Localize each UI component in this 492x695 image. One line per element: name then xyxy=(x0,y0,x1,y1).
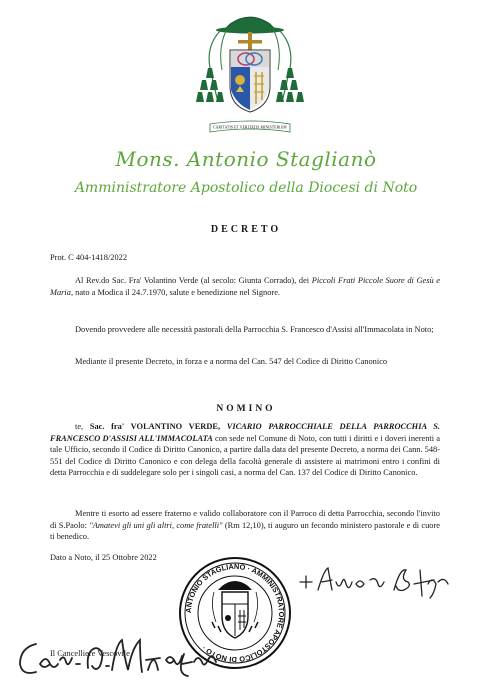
authority-paragraph: Mediante il presente Decreto, in forza e a norma del Can. 547 del Codice di Diritto Canonico xyxy=(75,357,388,366)
premise-paragraph: Dovendo provvedere alle necessità pastorali della Parrocchia S. Francesco d'Assisi all'Immacolata in Noto; xyxy=(75,325,434,334)
decree-title: DECRETO xyxy=(210,224,282,235)
chancellor-signature xyxy=(16,630,222,686)
order-name: Piccoli Frati Piccole Suore di Gesù e Maria xyxy=(50,276,440,297)
appointee-name: Sac. fra' VOLANTINO VERDE, xyxy=(89,422,221,431)
bishop-role: Amministratore Apostolico della Diocesi di Noto xyxy=(74,180,418,196)
appointment-paragraph: te, Sac. fra' VOLANTINO VERDE, VICARIO PARROCCHIALE DELLA PARROCCHIA S. FRANCESCO D'ASSISI ALL'IMMACOLATA con sede nel Comune di Noto, con tutti i diritti e i doveri inerenti a tale Ufficio, secondo il Codice di Diritto Canonico, a partire dalla data del presente Decreto, a norma dei Cann. 548-551 del Codice di Diritto Canonico e con delega della facoltà generale di assistere ai matrimoni entro i confini di detta Parrocchia e di suddelegare solo per i singoli casi, a norma del Can. 137 del Codice di Diritto Canonico. xyxy=(50,422,440,478)
greeting-paragraph: Al Rev.do Sac. Fra' Volantino Verde (al secolo: Giunta Corrado), dei Piccoli Frati Piccole Suore di Gesù e Maria, nato a Modica il 24.7.1970, salute e benedizione nel Signore. xyxy=(50,276,440,297)
scripture-quote: "Amatevi gli uni gli altri, come fratelli" xyxy=(89,520,223,530)
date-line: Dato a Noto, il 25 Ottobre 2022 xyxy=(50,553,157,562)
coat-of-arms xyxy=(196,6,304,144)
nomino-heading: NOMINO xyxy=(216,404,276,414)
bishop-signature xyxy=(296,560,456,604)
protocol-number: Prot. C 404-1418/2022 xyxy=(50,253,128,262)
chancellor-label: Il Cancelliere Vescovile xyxy=(50,649,130,658)
seal-text: ANTONIO STAGLIANÒ · AMMINISTRATORE APOSTOLICO DI NOTO · xyxy=(183,561,287,665)
exhortation-paragraph: Mentre ti esorto ad essere fraterno e valido collaboratore con il Parroco di detta Parrocchia, secondo l'invito di S.Paolo: "Amatevi gli uni gli altri, come fratelli" (Rm 12,10), ti auguro un fecondo ministero pastorale e di cuore ti benedico. xyxy=(50,509,440,542)
appointment-office: VICARIO PARROCCHIALE DELLA PARROCCHIA S. FRANCESCO D'ASSISI ALL'IMMACOLATA xyxy=(50,422,440,443)
motto-text: CARITATIS ET VERITATIS MINISTERIUM xyxy=(213,125,287,130)
bishop-name: Mons. Antonio Staglianò xyxy=(115,147,377,171)
